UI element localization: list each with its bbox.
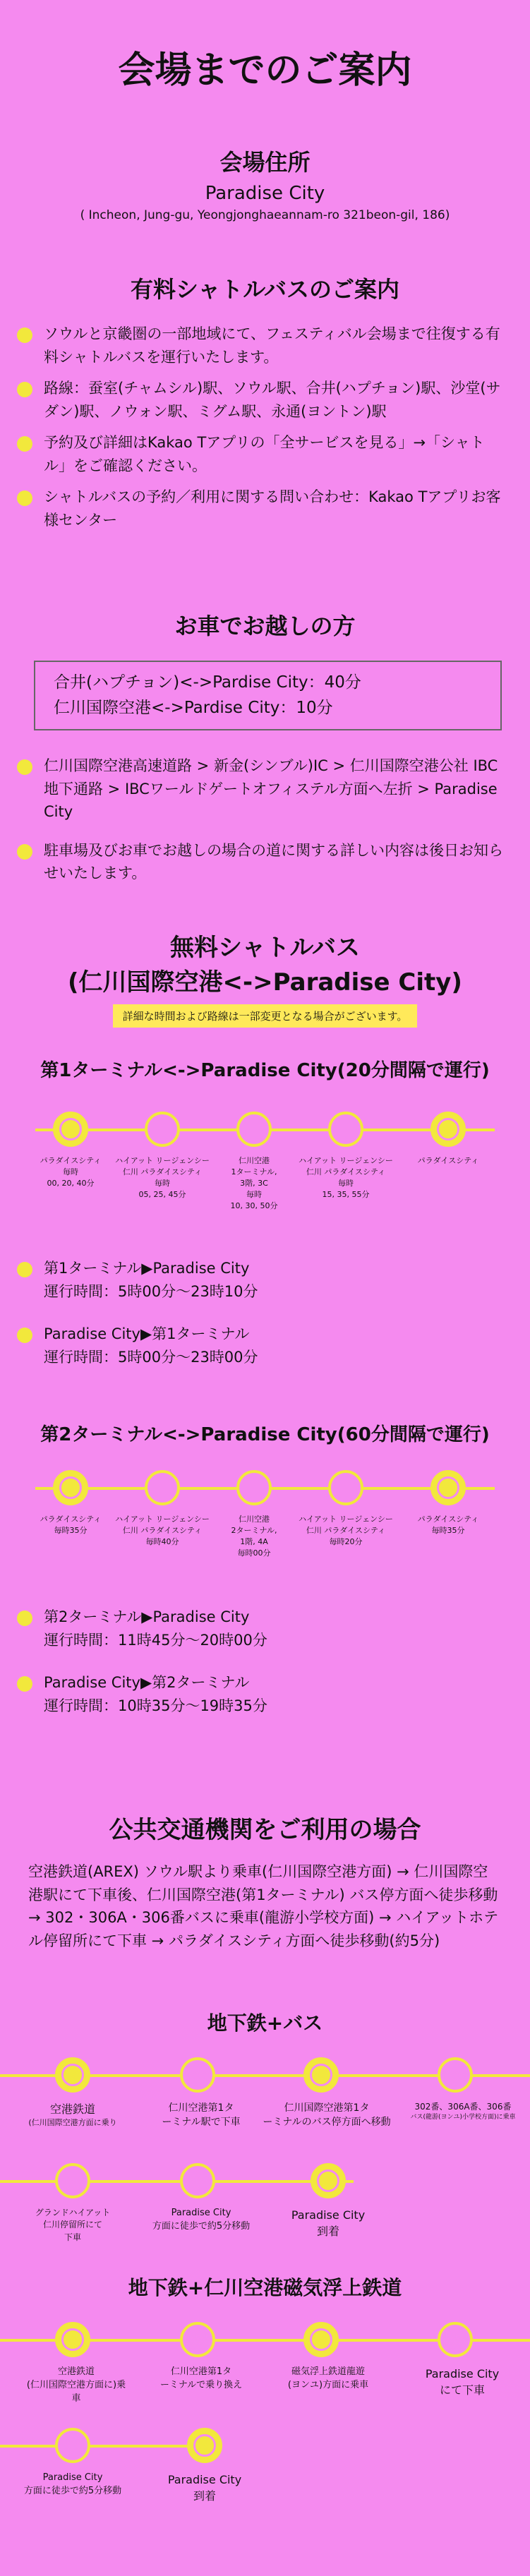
car-time: 仁川国際空港<->Pardise City：10分 [54, 698, 333, 717]
t1-schedule: Paradise City▶第1ターミナル 運行時間：5時00分～23時00分 [17, 1323, 506, 1368]
venue-heading: 会場住所 [219, 149, 311, 176]
subway-bus-labels-1 [0, 2101, 530, 2150]
bullet-dot-icon [17, 382, 32, 397]
step-name: 空港鉄道 [57, 2366, 95, 2377]
venue-address: ( Incheon, Jung-gu, Yeongjonghaeannam-ro 321beon-gil, 186) [80, 208, 450, 222]
stop-marker-icon [430, 1112, 466, 1147]
stop-marker-icon [430, 1470, 466, 1505]
stop-time: 毎時 00, 20, 40分 [47, 1167, 95, 1188]
bullet-dot-icon [17, 844, 32, 860]
paid-bus-bullet: 予約及び詳細はKakao Tアプリの「全サービスを見る」→「シャトル」をご確認ください。 [17, 431, 506, 477]
public-description: 空港鉄道(AREX) ソウル駅より乗車(仁川国際空港方面) → 仁川国際空港駅にて下車後、仁川国際空港(第1ターミナル) バス停方面へ徒歩移動 → 302・306A・306番バスに乗車(龍游小学校方面) → ハイアットホテル停留所にて下車 → パラダイスシティ方面へ徒歩移動(約5分) [28, 1863, 499, 1949]
stop-time: 毎時35分 [54, 1525, 88, 1535]
stop-name: ハイアット リージェンシー 仁川 パラダイスシティ [115, 1156, 210, 1176]
stop-name: パラダイスシティ [40, 1515, 102, 1524]
step-name: 302番、306A番、306番 [414, 2102, 512, 2112]
stop-name: パラダイスシティ [417, 1156, 479, 1165]
stop-name: パラダイスシティ [40, 1156, 102, 1165]
step-name: グランドハイアット [35, 2208, 111, 2217]
step-note: バス(龍游(ヨンユ)小学校方面)に乗車 [410, 2114, 516, 2121]
step-name: 仁川空港第1タ [170, 2366, 232, 2377]
maglev-icon [303, 2322, 339, 2357]
step-name: 仁川国際空港第1タ [284, 2102, 370, 2114]
t2-stop-labels [14, 1514, 516, 1584]
stop-name: ハイアット リージェンシー 仁川 パラダイスシティ [299, 1515, 393, 1535]
step-name: Paradise City [171, 2208, 231, 2218]
stop-time: 毎時 05, 25, 45分 [138, 1178, 186, 1199]
stop-marker-icon [145, 1112, 180, 1147]
bullet-dot-icon [17, 1328, 32, 1343]
bullet-dot-icon [17, 490, 32, 506]
stop-time: 毎時 15, 35, 55分 [322, 1178, 370, 1199]
route-bar [0, 2180, 354, 2183]
stop-marker-icon [145, 1470, 180, 1505]
stop-time: 毎時40分 [145, 1536, 179, 1546]
step-note: 方面に徒歩で約5分移動 [152, 2220, 251, 2232]
stop-marker-icon [55, 2163, 90, 2198]
stop-time: 毎時35分 [431, 1525, 465, 1535]
subway-bus-line-2 [0, 2157, 530, 2207]
stop-marker-icon [55, 2428, 90, 2463]
stop-time: 毎時00分 [237, 1548, 271, 1558]
step-name: Paradise City [42, 2472, 103, 2483]
stop-marker-icon [438, 2322, 473, 2357]
train-icon [55, 2322, 90, 2357]
free-bus-heading: 無料シャトルバス [170, 934, 360, 962]
page-title: 会場までのご案内 [118, 49, 412, 92]
step-note: 方面に徒歩で約5分移動 [23, 2485, 122, 2496]
car-times-box [34, 661, 502, 730]
stop-marker-icon [180, 2322, 215, 2357]
step-note: ーミナル駅で下車 [162, 2117, 241, 2129]
subway-maglev-line-2 [0, 2422, 530, 2472]
t1-route-title: 第1ターミナル<->Paradise City(20分間隔で運行) [40, 1060, 490, 1081]
stop-marker-icon [187, 2428, 222, 2463]
public-heading: 公共交通機関をご利用の場合 [109, 1816, 421, 1844]
stop-name: 仁川空港 2ターミナル, 1階, 4A [231, 1515, 277, 1546]
bullet-dot-icon [17, 1676, 32, 1692]
t2-schedule: 第2ターミナル▶Paradise City 運行時間：11時45分～20時00分 [17, 1606, 506, 1651]
step-note: ーミナルで乗り換え [159, 2379, 243, 2390]
step-note: (ヨンユ)方面に乗車 [287, 2379, 369, 2390]
bullet-dot-icon [17, 436, 32, 452]
train-icon [55, 2057, 90, 2093]
stop-marker-icon [180, 2163, 215, 2198]
bullet-dot-icon [17, 1611, 32, 1626]
notice-badge: 詳細な時間および路線は一部変更となる場合がございます。 [113, 1004, 418, 1028]
stop-name: 仁川空港 1ターミナル, 3階, 3C [231, 1156, 277, 1188]
subway-bus-labels-2 [0, 2207, 530, 2263]
step-note: 仁川停留所にて 下車 [42, 2220, 102, 2242]
subway-maglev-title: 地下鉄+仁川空港磁気浮上鉄道 [128, 2276, 402, 2299]
bus-icon [303, 2057, 339, 2093]
venue-name: Paradise City [205, 183, 325, 204]
stop-marker-icon [438, 2057, 473, 2093]
paid-bus-bullet: シャトルバスの予約／利用に関する問い合わせ：Kakao Tアプリお客様センター [17, 486, 506, 531]
stop-time: 毎時20分 [329, 1536, 363, 1546]
t2-route-title: 第2ターミナル<->Paradise City(60分間隔で運行) [40, 1424, 490, 1445]
car-time: 合井(ハプチョン)<->Pardise City：40分 [54, 673, 361, 692]
stop-name: ハイアット リージェンシー 仁川 パラダイスシティ [299, 1156, 393, 1176]
subway-maglev-labels-1 [0, 2366, 530, 2415]
stop-name: ハイアット リージェンシー 仁川 パラダイスシティ [115, 1515, 210, 1535]
subway-bus-line-1 [0, 2052, 530, 2101]
t2-route-line [14, 1464, 516, 1514]
stop-marker-icon [53, 1470, 88, 1505]
car-bullet: 駐車場及びお車でお越しの場合の道に関する詳しい内容は後日お知らせいたします。 [17, 839, 506, 885]
step-name: Paradise City [167, 2473, 242, 2486]
subway-maglev-line-1 [0, 2316, 530, 2366]
bullet-dot-icon [17, 1262, 32, 1277]
stop-marker-icon [311, 2163, 346, 2198]
free-bus-subheading: (仁川国際空港<->Paradise City) [68, 968, 462, 997]
subway-maglev-labels-2 [0, 2472, 530, 2528]
paid-bus-bullet: 路線：蚕室(チャムシル)駅、ソウル駅、合井(ハプチョン)駅、沙堂(サダン)駅、ノウォン駅、ミグム駅、永通(ヨントン)駅 [17, 377, 506, 423]
car-heading: お車でお越しの方 [174, 613, 356, 639]
step-note: (仁川国際空港方面に)乗車 [26, 2379, 126, 2404]
bullet-dot-icon [17, 759, 32, 775]
step-note: ーミナルのバス停方面へ移動 [263, 2117, 391, 2129]
step-note: (仁川国際空港方面に乗り [28, 2118, 117, 2128]
t1-stop-labels [14, 1155, 516, 1233]
subway-bus-title: 地下鉄+バス [207, 2011, 323, 2035]
step-name: 磁気浮上鉄道龍遊 [291, 2366, 365, 2377]
stop-name: パラダイスシティ [417, 1515, 479, 1524]
stop-marker-icon [53, 1112, 88, 1147]
stop-marker-icon [180, 2057, 215, 2093]
bullet-dot-icon [17, 327, 32, 343]
stop-marker-icon [328, 1112, 363, 1147]
car-bullet: 仁川国際空港高速道路 > 新金(シンブル)IC > 仁川国際空港公社 IBC地下通路 > IBCワールドゲートオフィステル方面へ左折 > Paradise City [17, 754, 506, 824]
paid-bus-bullet: ソウルと京畿圏の一部地域にて、フェスティバル会場まで往復する有料シャトルバスを運行いたします。 [17, 323, 506, 368]
step-note: 到着 [193, 2489, 216, 2503]
step-note: 到着 [316, 2225, 339, 2239]
t1-schedule: 第1ターミナル▶Paradise City 運行時間：5時00分～23時10分 [17, 1257, 506, 1303]
stop-marker-icon [328, 1470, 363, 1505]
step-name: Paradise City [291, 2208, 366, 2222]
step-name: 空港鉄道 [49, 2102, 95, 2116]
stop-marker-icon [236, 1470, 272, 1505]
step-note: にて下車 [439, 2383, 485, 2397]
stop-marker-icon [236, 1112, 272, 1147]
stop-time: 毎時 10, 30, 50分 [230, 1189, 278, 1210]
paid-bus-heading: 有料シャトルバスのご案内 [130, 276, 400, 303]
t2-schedule: Paradise City▶第2ターミナル 運行時間：10時35分～19時35分 [17, 1671, 506, 1717]
step-name: 仁川空港第1タ [168, 2102, 234, 2114]
t1-route-line [14, 1106, 516, 1155]
step-name: Paradise City [425, 2367, 500, 2381]
